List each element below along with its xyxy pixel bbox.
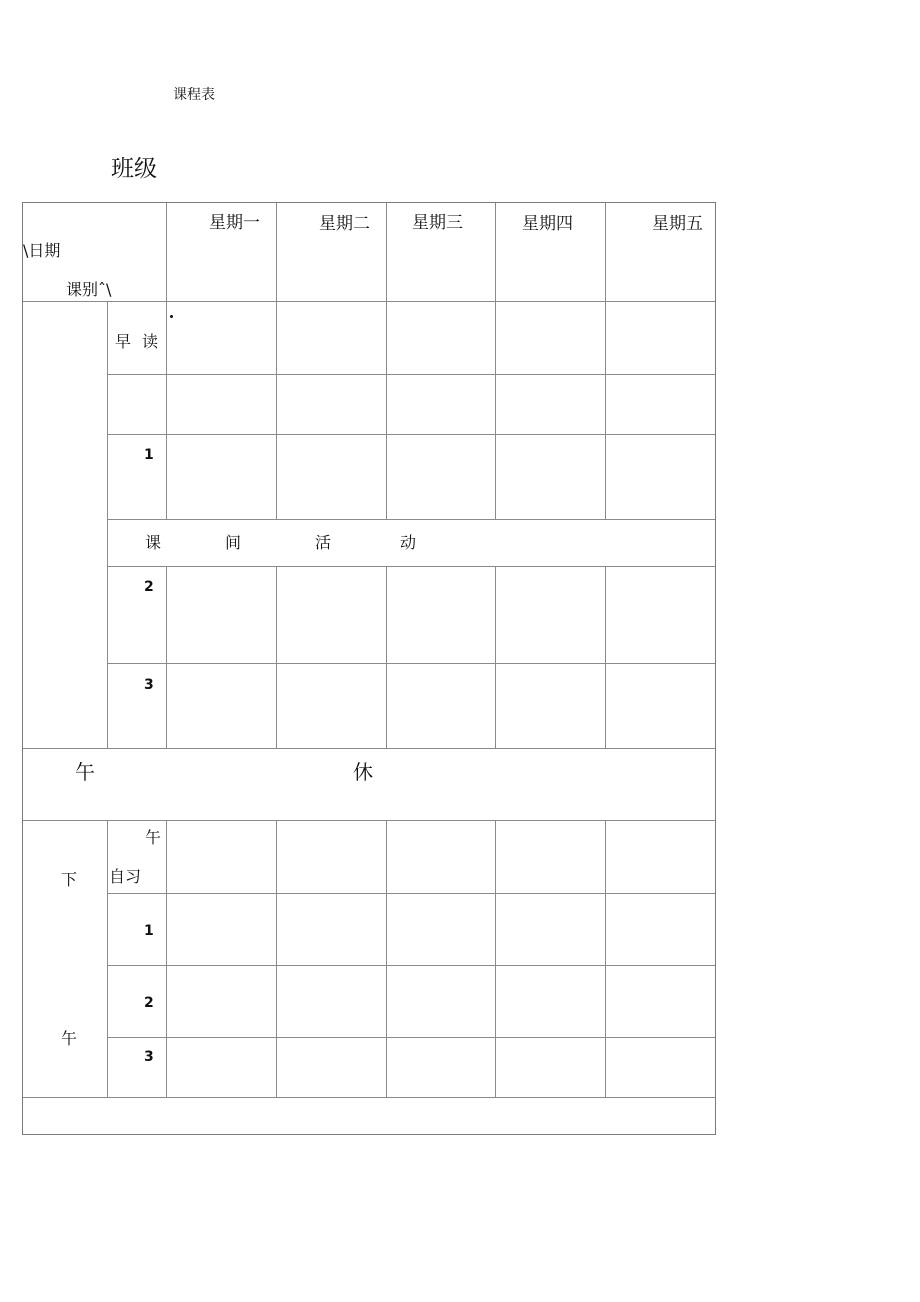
column-divider bbox=[495, 820, 496, 1097]
schedule-cell bbox=[167, 302, 276, 374]
row-divider bbox=[107, 663, 715, 664]
break-activity-char-3: 活 bbox=[315, 533, 332, 552]
schedule-table bbox=[22, 202, 716, 1135]
row-divider bbox=[107, 965, 715, 966]
row-divider bbox=[23, 748, 715, 749]
noon-break-char-2: 休 bbox=[353, 760, 373, 784]
corner-date-label: \日期 bbox=[23, 241, 61, 260]
row-divider bbox=[107, 374, 715, 375]
afternoon-self-study-char: 午 bbox=[145, 828, 162, 847]
morning-period-3: 3 bbox=[144, 677, 154, 693]
early-reading-char-2: 读 bbox=[142, 332, 159, 351]
schedule-cell bbox=[387, 302, 495, 374]
morning-period-1: 1 bbox=[144, 447, 154, 463]
column-divider bbox=[605, 820, 606, 1097]
schedule-cell bbox=[277, 302, 386, 374]
column-divider bbox=[107, 820, 108, 1097]
column-divider bbox=[386, 566, 387, 748]
afternoon-period-1: 1 bbox=[144, 923, 154, 939]
row-divider bbox=[107, 893, 715, 894]
column-divider bbox=[605, 566, 606, 748]
column-divider bbox=[495, 566, 496, 748]
document-title: 课程表 bbox=[173, 87, 215, 103]
row-divider bbox=[107, 434, 715, 435]
afternoon-period-3: 3 bbox=[144, 1049, 154, 1065]
noon-break-char-1: 午 bbox=[75, 760, 95, 784]
morning-period-2: 2 bbox=[144, 579, 154, 595]
schedule-cell bbox=[496, 302, 605, 374]
afternoon-self-study-label: 自习 bbox=[109, 867, 142, 886]
early-reading-char-1: 早 bbox=[115, 332, 132, 351]
row-divider bbox=[107, 1037, 715, 1038]
row-divider bbox=[107, 519, 715, 520]
day-header-tuesday: 星期二 bbox=[319, 214, 370, 234]
afternoon-label-char-1: 下 bbox=[61, 870, 78, 889]
column-divider bbox=[107, 301, 108, 748]
afternoon-period-2: 2 bbox=[144, 995, 154, 1011]
row-divider bbox=[23, 820, 715, 821]
day-header-friday: 星期五 bbox=[652, 214, 703, 234]
break-activity-char-2: 间 bbox=[225, 533, 242, 552]
day-header-wednesday: 星期三 bbox=[412, 213, 463, 233]
column-divider bbox=[276, 820, 277, 1097]
corner-category-label: 课别ˆ\ bbox=[66, 280, 112, 299]
class-label: 班级 bbox=[111, 156, 157, 182]
column-divider bbox=[166, 820, 167, 1097]
column-divider bbox=[276, 566, 277, 748]
afternoon-label-char-2: 午 bbox=[61, 1029, 78, 1048]
footer-row bbox=[23, 1098, 715, 1134]
schedule-cell bbox=[606, 302, 715, 374]
break-activity-char-4: 动 bbox=[400, 533, 417, 552]
day-header-monday: 星期一 bbox=[209, 213, 260, 233]
column-divider bbox=[386, 820, 387, 1097]
break-activity-char-1: 课 bbox=[145, 533, 162, 552]
column-divider bbox=[166, 566, 167, 748]
day-header-thursday: 星期四 bbox=[522, 214, 573, 234]
row-divider bbox=[107, 566, 715, 567]
